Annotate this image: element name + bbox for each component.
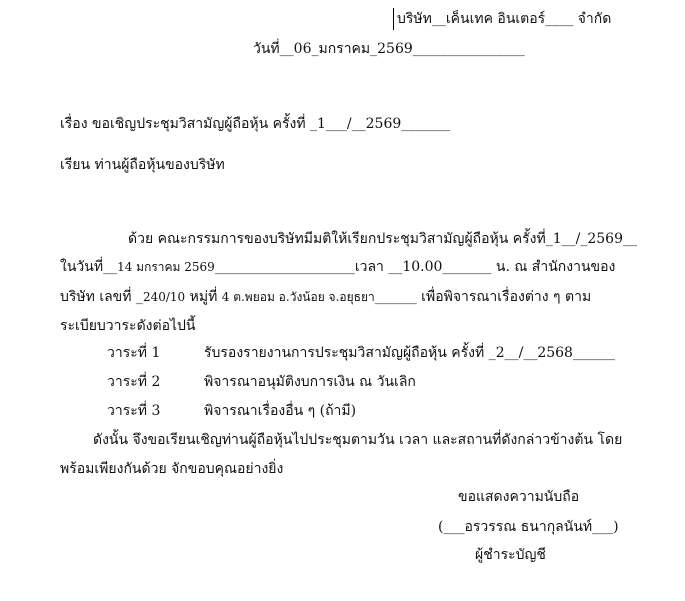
body-line-3-c: หมู่ที่ bbox=[185, 289, 222, 305]
meeting-date: 14 มกราคม 2569 bbox=[117, 260, 215, 274]
signature-title: ผู้ชำระบัญชี bbox=[475, 547, 546, 563]
body-line-4: ระเบียบวาระดังต่อไปนี้ bbox=[60, 318, 196, 334]
company-name: บริษัท__เค็นเทค อินเตอร์____ จำกัด bbox=[397, 11, 612, 27]
body-line-2 bbox=[60, 260, 615, 274]
agenda-label-1: วาระที่ 1 bbox=[107, 345, 161, 361]
signature-regards: ขอแสดงความนับถือ bbox=[458, 489, 580, 505]
agenda-text-1: รับรองรายงานการประชุมวิสามัญผู้ถือหุ้น ครั้งที่ _2__/__2568______ bbox=[204, 345, 615, 361]
agenda-label-2: วาระที่ 2 bbox=[107, 374, 161, 390]
text-cursor bbox=[393, 8, 394, 30]
body-line-3-e: ______ เพื่อพิจารณาเรื่องต่าง ๆ ตาม bbox=[374, 289, 592, 305]
letter-salutation: เรียน ท่านผู้ถือหุ้นของบริษัท bbox=[60, 157, 225, 173]
closing-line-1: ดังนั้น จึงขอเรียนเชิญท่านผู้ถือหุ้นไปประชุมตามวัน เวลา และสถานที่ดังกล่าวข้างต้น โดย bbox=[93, 432, 623, 448]
signature-name: (___อรวรรณ ธนากุลนันท์___) bbox=[438, 519, 619, 535]
body-line-1: ด้วย คณะกรรมการของบริษัทมีมติให้เรียกประชุมวิสามัญผู้ถือหุ้น ครั้งที่_1__/_2569__ bbox=[128, 231, 637, 247]
agenda-text-3: พิจารณาเรื่องอื่น ๆ (ถ้ามี) bbox=[204, 403, 357, 419]
closing-line-2: พร้อมเพียงกันด้วย จักขอบคุณอย่างยิ่ง bbox=[60, 461, 284, 477]
body-line-2-c: ____________________เวลา __10.00_______ น. ณ สำนักงานของ bbox=[214, 259, 616, 275]
agenda-label-3: วาระที่ 3 bbox=[107, 403, 161, 419]
address-number: 240/10 bbox=[142, 290, 186, 304]
letter-date: วันที่__06_มกราคม_2569________________ bbox=[253, 41, 525, 57]
letter-subject: เรื่อง ขอเชิญประชุมวิสามัญผู้ถือหุ้น ครั้งที่ _1___/__2569_______ bbox=[60, 116, 451, 132]
body-line-3 bbox=[60, 290, 591, 304]
body-line-3-a: บริษัท เลขที่ _ bbox=[60, 289, 143, 305]
address-detail: 4 ต.พยอม อ.วังน้อย จ.อยุธยา bbox=[221, 290, 375, 304]
body-line-2-a: ในวันที่__ bbox=[60, 259, 118, 275]
agenda-text-2: พิจารณาอนุมัติงบการเงิน ณ วันเลิก bbox=[204, 374, 416, 390]
